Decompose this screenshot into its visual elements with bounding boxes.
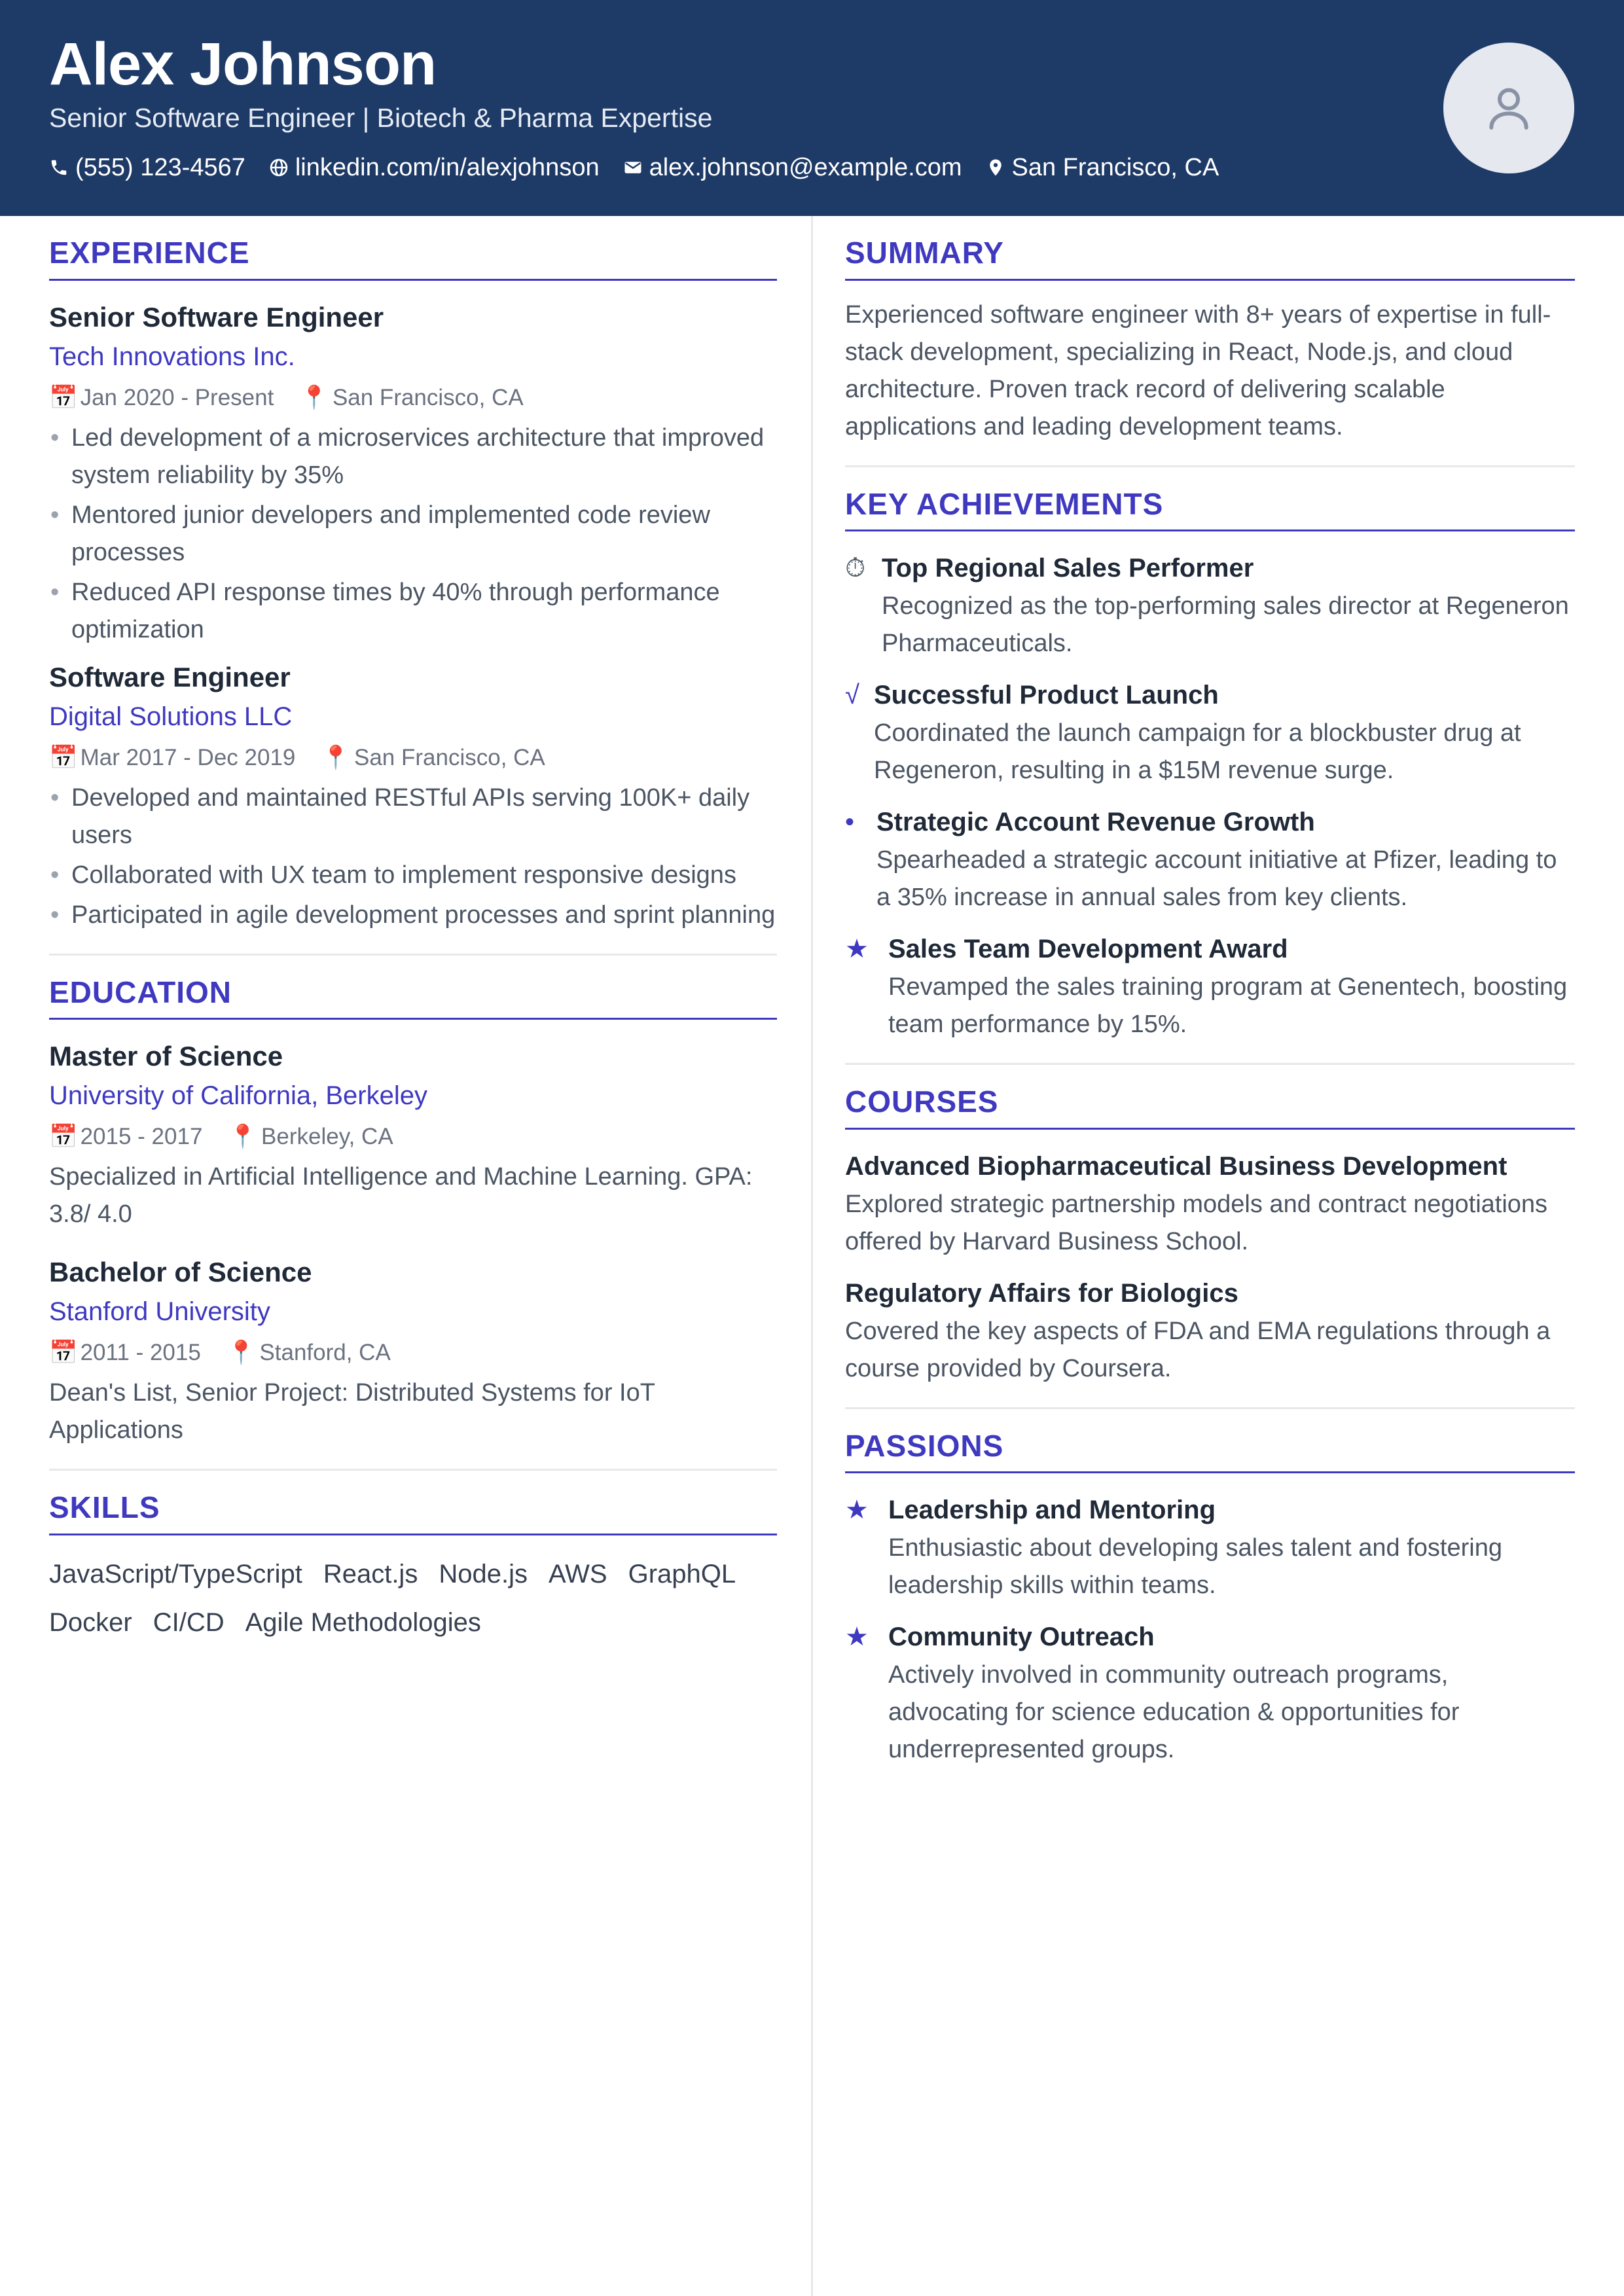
contact-bar bbox=[49, 149, 1242, 186]
course-item bbox=[845, 1147, 1575, 1261]
job-dates: Jan 2020 - Present bbox=[80, 384, 274, 410]
section-divider bbox=[845, 1063, 1575, 1065]
stopwatch-icon: ⏱ bbox=[845, 554, 866, 583]
job-title: Software Engineer bbox=[49, 661, 291, 692]
skill-tag: Node.js bbox=[439, 1559, 528, 1588]
section-divider bbox=[845, 465, 1575, 467]
map-pin-icon bbox=[986, 158, 1005, 177]
job-meta bbox=[49, 736, 777, 780]
education-details: Dean's List, Senior Project: Distributed Systems for IoT Applications bbox=[49, 1379, 655, 1444]
skill-tag: React.js bbox=[323, 1559, 418, 1588]
list-item: • Collaborated with UX team to implement responsive designs bbox=[50, 861, 736, 889]
bullet-text: Mentored junior developers and implemented code review processes bbox=[71, 501, 710, 566]
globe-icon bbox=[269, 158, 289, 177]
summary-text: Experienced software engineer with 8+ years of expertise in full-stack development, specializing in React, Node.js, and cloud architecture. Proven track record of delivering scalable applications and leading development teams. bbox=[845, 300, 1551, 440]
right-column bbox=[845, 216, 1575, 1768]
phone-icon bbox=[49, 158, 69, 177]
star-icon: ★ bbox=[845, 935, 869, 963]
degree-title: Bachelor of Science bbox=[49, 1257, 312, 1287]
list-item: • Reduced API response times by 40% through performance optimization bbox=[50, 578, 720, 643]
education-location: Stanford, CA bbox=[259, 1340, 391, 1365]
bullet-text: Reduced API response times by 40% through performance optimization bbox=[71, 578, 720, 643]
course-title: Regulatory Affairs for Biologics bbox=[845, 1278, 1238, 1308]
achievement-description: Recognized as the top-performing sales director at Regeneron Pharmaceuticals. bbox=[882, 592, 1569, 657]
list-item: • Developed and maintained RESTful APIs serving 100K+ daily users bbox=[50, 783, 750, 849]
email-text: alex.johnson@example.com bbox=[649, 153, 962, 181]
passion-item bbox=[845, 1617, 1575, 1768]
education-location: Berkeley, CA bbox=[261, 1124, 393, 1149]
achievement-title: Top Regional Sales Performer bbox=[882, 554, 1254, 583]
summary-heading: SUMMARY bbox=[845, 234, 1575, 281]
education-entry bbox=[49, 1253, 777, 1449]
calendar-icon: 📅 bbox=[49, 744, 78, 770]
job-bullets bbox=[49, 420, 777, 649]
skill-tag: Docker bbox=[49, 1607, 132, 1637]
education-dates: 2015 - 2017 bbox=[80, 1124, 203, 1149]
contact-linkedin[interactable] bbox=[269, 154, 600, 182]
candidate-title: Senior Software Engineer | Biotech & Pharma Expertise bbox=[49, 103, 713, 133]
passion-title: Leadership and Mentoring bbox=[888, 1496, 1216, 1524]
location-pin-icon: 📍 bbox=[300, 384, 329, 410]
achievement-description: Spearheaded a strategic account initiative at Pfizer, leading to a 35% increase in annual sales from key clients. bbox=[876, 846, 1557, 911]
education-meta bbox=[49, 1331, 777, 1374]
achievement-item bbox=[845, 929, 1575, 1043]
skill-tag: CI/CD bbox=[153, 1607, 225, 1637]
achievement-item bbox=[845, 802, 1575, 916]
list-item: • Led development of a microservices architecture that improved system reliability by 35% bbox=[50, 423, 765, 489]
calendar-icon: 📅 bbox=[49, 1124, 78, 1149]
left-column bbox=[49, 216, 777, 1647]
education-entry bbox=[49, 1037, 777, 1233]
passion-item bbox=[845, 1490, 1575, 1604]
envelope-icon bbox=[623, 158, 643, 177]
passions-heading: PASSIONS bbox=[845, 1427, 1575, 1474]
avatar bbox=[1443, 43, 1574, 173]
skills-heading: SKILLS bbox=[49, 1489, 777, 1535]
resume-header bbox=[0, 0, 1624, 216]
achievement-item bbox=[845, 675, 1575, 789]
courses-heading: COURSES bbox=[845, 1083, 1575, 1130]
achievement-description: Revamped the sales training program at Genentech, boosting team performance by 15%. bbox=[888, 973, 1568, 1038]
bullet-text: Led development of a microservices architecture that improved system reliability by 35% bbox=[71, 423, 765, 489]
course-description: Covered the key aspects of FDA and EMA regulations through a course provided by Coursera. bbox=[845, 1317, 1551, 1382]
experience-entry bbox=[49, 298, 777, 649]
section-divider bbox=[845, 1407, 1575, 1409]
education-details: Specialized in Artificial Intelligence and Machine Learning. GPA: 3.8/ 4.0 bbox=[49, 1163, 753, 1228]
job-title: Senior Software Engineer bbox=[49, 301, 384, 332]
star-icon: ★ bbox=[845, 1496, 869, 1524]
degree-title: Master of Science bbox=[49, 1041, 283, 1071]
bullet-text: Developed and maintained RESTful APIs serving 100K+ daily users bbox=[71, 783, 750, 849]
skills-list bbox=[49, 1550, 777, 1647]
achievement-title: Successful Product Launch bbox=[874, 681, 1219, 709]
course-description: Explored strategic partnership models and contract negotiations offered by Harvard Business School. bbox=[845, 1190, 1548, 1255]
section-divider bbox=[49, 954, 777, 956]
course-item bbox=[845, 1274, 1575, 1388]
achievement-item bbox=[845, 548, 1575, 662]
contact-phone[interactable] bbox=[49, 154, 245, 182]
school-name: University of California, Berkeley bbox=[49, 1081, 427, 1110]
calendar-icon: 📅 bbox=[49, 384, 78, 410]
company-name: Digital Solutions LLC bbox=[49, 702, 293, 731]
phone-text: (555) 123-4567 bbox=[75, 153, 245, 181]
user-icon bbox=[1483, 82, 1535, 134]
experience-heading: EXPERIENCE bbox=[49, 234, 777, 281]
bullet-icon: • bbox=[845, 808, 855, 836]
bullet-text: Collaborated with UX team to implement responsive designs bbox=[71, 861, 736, 889]
skill-tag: AWS bbox=[548, 1559, 607, 1588]
bullet-text: Participated in agile development processes and sprint planning bbox=[71, 901, 776, 929]
skill-tag: JavaScript/TypeScript bbox=[49, 1559, 302, 1588]
company-name: Tech Innovations Inc. bbox=[49, 342, 295, 371]
passion-description: Actively involved in community outreach programs, advocating for science education & opportunities for underrepresented groups. bbox=[888, 1661, 1460, 1763]
location-pin-icon: 📍 bbox=[321, 744, 350, 770]
calendar-icon: 📅 bbox=[49, 1340, 78, 1365]
passion-description: Enthusiastic about developing sales talent and fostering leadership skills within teams. bbox=[888, 1534, 1502, 1599]
job-bullets bbox=[49, 780, 777, 934]
achievement-title: Sales Team Development Award bbox=[888, 935, 1288, 963]
star-icon: ★ bbox=[845, 1623, 869, 1651]
skill-tag: Agile Methodologies bbox=[245, 1607, 481, 1637]
location-pin-icon: 📍 bbox=[228, 1124, 258, 1149]
location-text: San Francisco, CA bbox=[1011, 153, 1219, 181]
education-meta bbox=[49, 1115, 777, 1158]
job-meta bbox=[49, 376, 777, 420]
job-dates: Mar 2017 - Dec 2019 bbox=[80, 744, 296, 770]
school-name: Stanford University bbox=[49, 1297, 270, 1326]
contact-email[interactable] bbox=[623, 154, 962, 182]
section-divider bbox=[49, 1469, 777, 1471]
list-item: • Mentored junior developers and implemented code review processes bbox=[50, 501, 710, 566]
achievement-description: Coordinated the launch campaign for a blockbuster drug at Regeneron, resulting in a $15M revenue surge. bbox=[874, 719, 1521, 784]
column-divider bbox=[811, 216, 813, 2296]
candidate-name: Alex Johnson bbox=[49, 31, 437, 98]
experience-entry bbox=[49, 658, 777, 934]
education-dates: 2011 - 2015 bbox=[80, 1340, 201, 1365]
passion-title: Community Outreach bbox=[888, 1623, 1155, 1651]
job-location: San Francisco, CA bbox=[353, 744, 545, 770]
contact-location bbox=[986, 154, 1219, 182]
skill-tag: GraphQL bbox=[628, 1559, 736, 1588]
education-heading: EDUCATION bbox=[49, 974, 777, 1020]
location-pin-icon: 📍 bbox=[226, 1340, 256, 1365]
job-location: San Francisco, CA bbox=[332, 384, 524, 410]
check-icon: √ bbox=[845, 681, 859, 709]
course-title: Advanced Biopharmaceutical Business Development bbox=[845, 1151, 1507, 1181]
linkedin-text: linkedin.com/in/alexjohnson bbox=[295, 153, 600, 181]
achievements-heading: KEY ACHIEVEMENTS bbox=[845, 486, 1575, 532]
achievement-title: Strategic Account Revenue Growth bbox=[876, 808, 1315, 836]
list-item: • Participated in agile development processes and sprint planning bbox=[50, 901, 776, 929]
